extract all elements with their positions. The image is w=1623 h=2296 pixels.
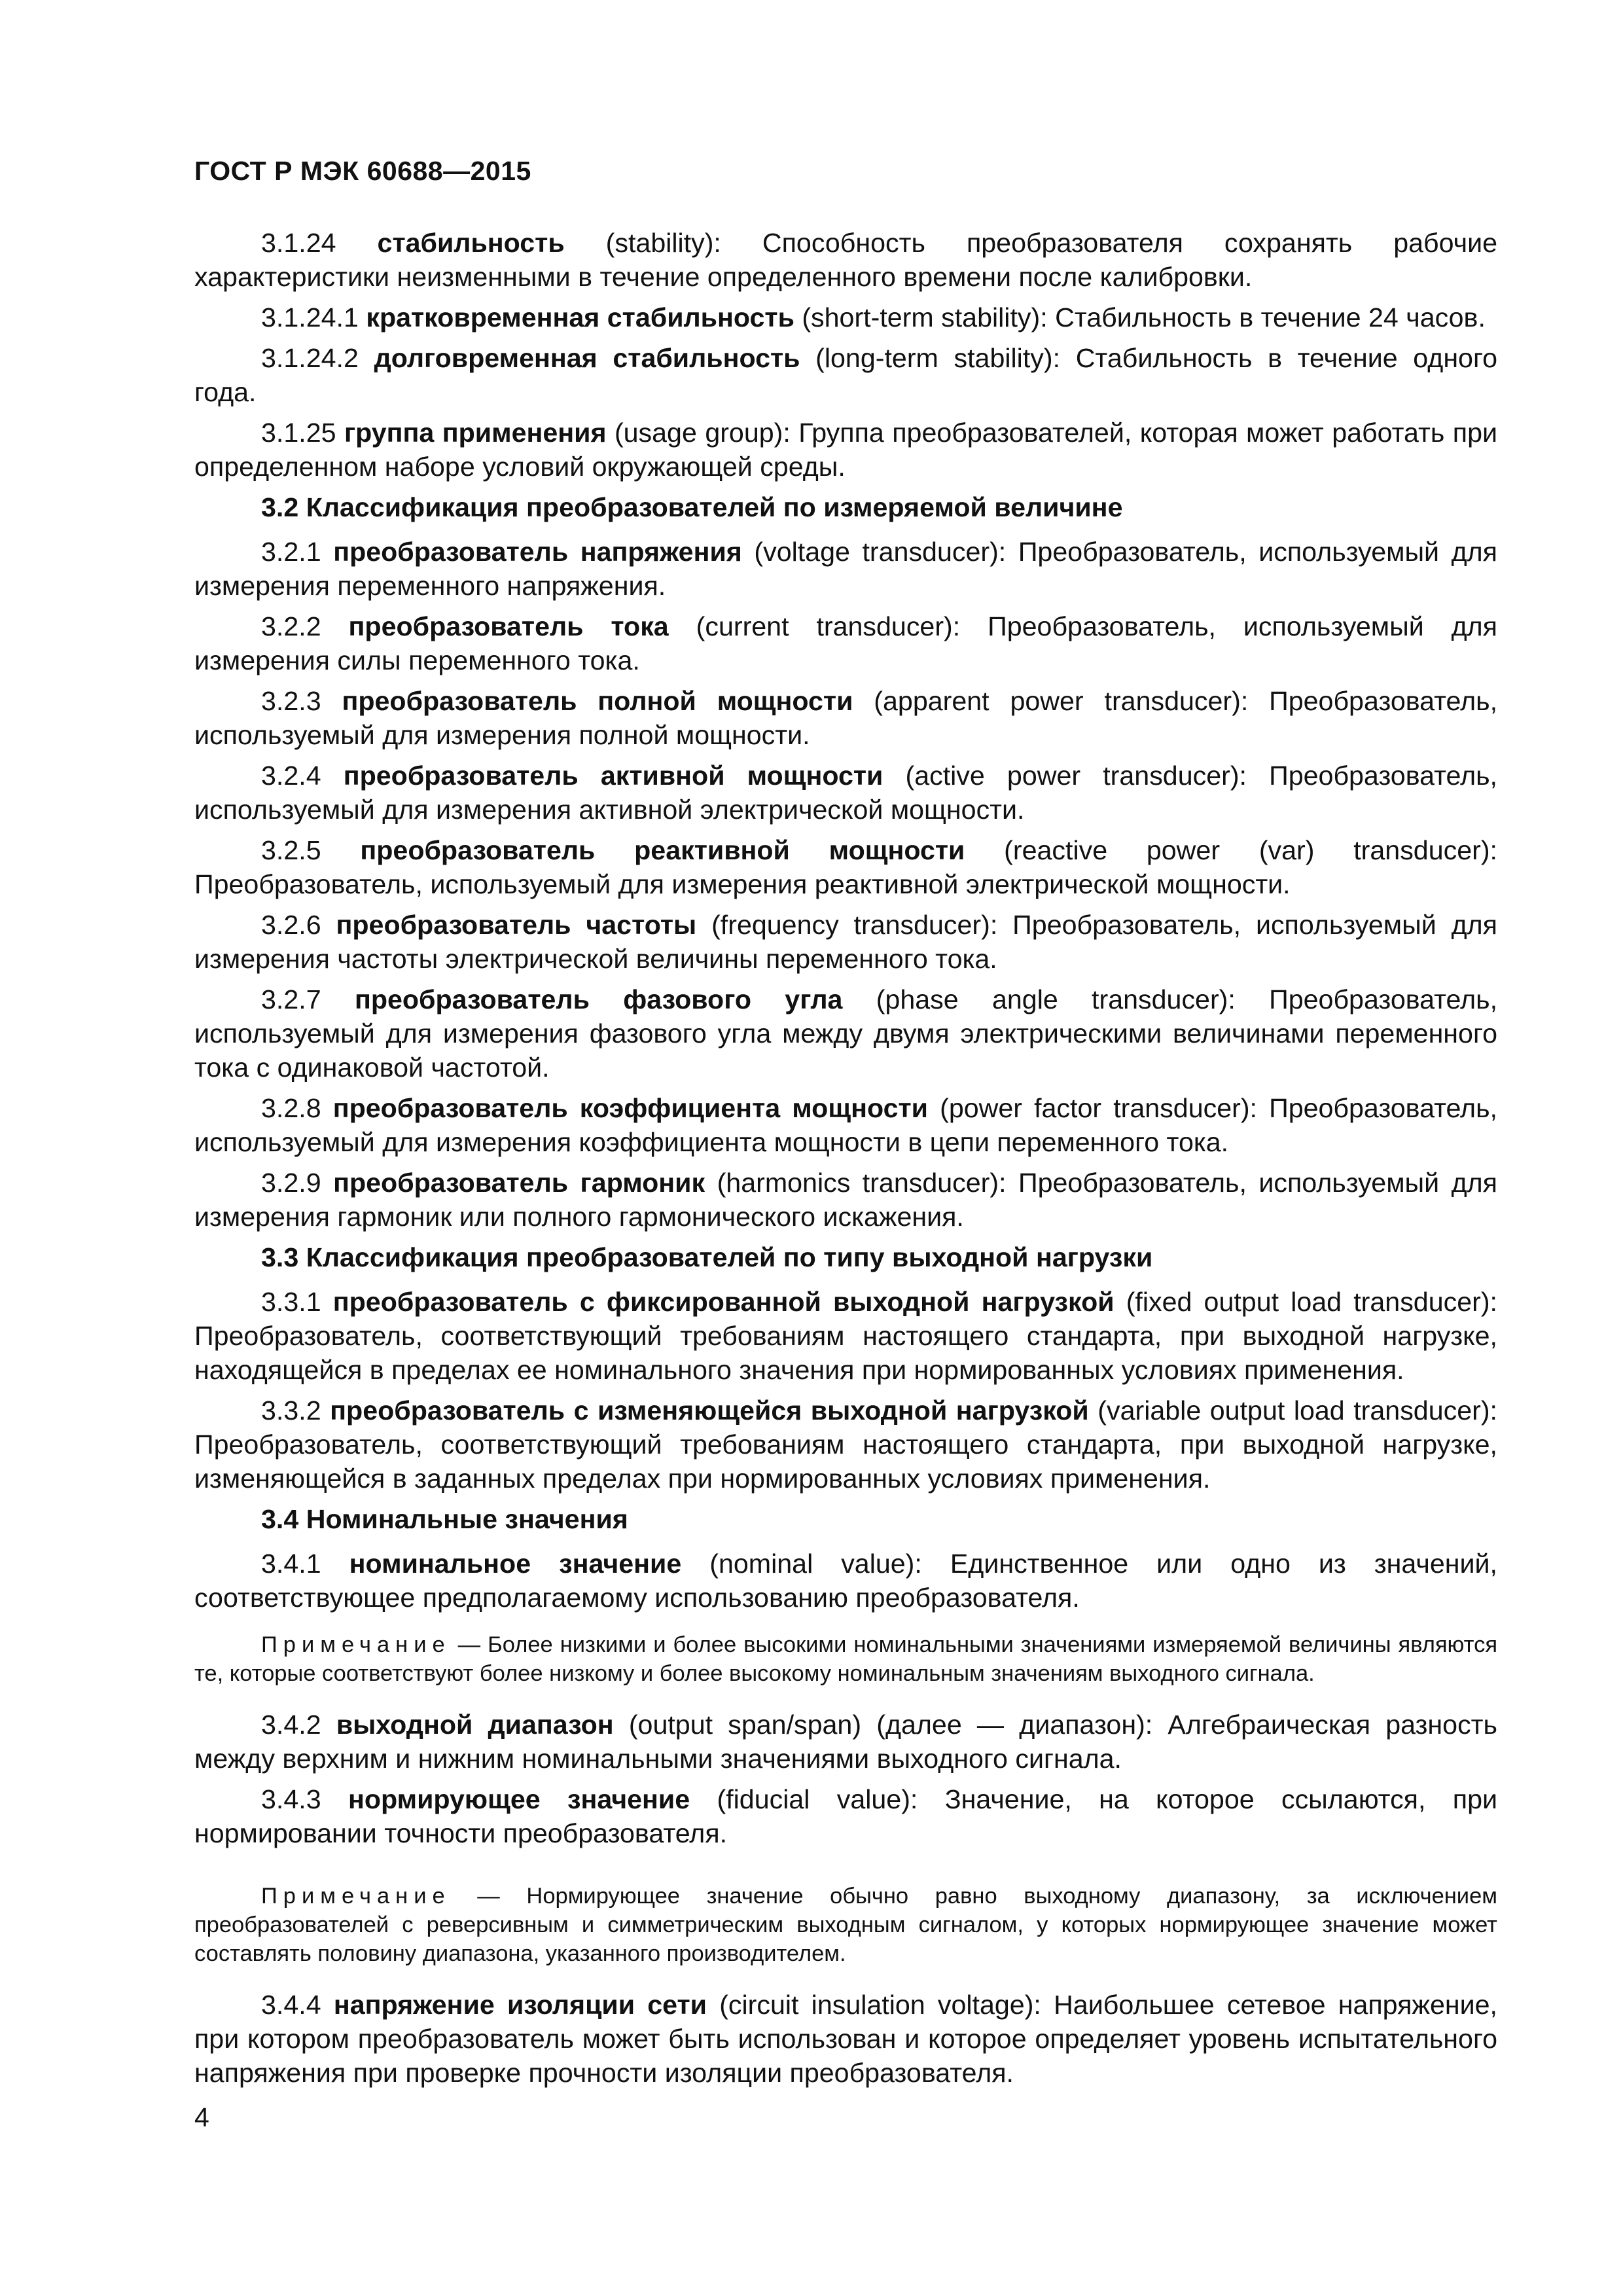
clause-number: 3.4.3 (261, 1784, 321, 1814)
definition-text: (nominal value): Единственное или одно из значений, соответствующее предполагаемому использованию преобразователя. (194, 1549, 1497, 1613)
page-number: 4 (194, 2102, 209, 2132)
definition-3-2-3 (194, 684, 1497, 752)
definition-text: (frequency transducer): Преобразователь, используемый для измерения частоты электрической величины переменного тока. (194, 910, 1497, 974)
note-label: Примечание (261, 1884, 451, 1909)
note-1 (194, 1630, 1497, 1688)
clause-number: 3.4.1 (261, 1549, 321, 1579)
definition-3-3-1 (194, 1285, 1497, 1387)
term: стабильность (377, 228, 565, 258)
term: группа применения (344, 418, 607, 448)
term: напряжение изоляции сети (333, 1990, 707, 2020)
document-header: ГОСТ Р МЭК 60688—2015 (194, 156, 531, 186)
definition-text: (reactive power (var) transducer): Преобразователь, используемый для измерения реактивной электрической мощности. (194, 835, 1497, 899)
definition-text: (fiducial value): Значение, на которое ссылаются, при нормировании точности преобразователя. (194, 1784, 1497, 1848)
definition-text: (output span/span) (далее — диапазон): Алгебраическая разность между верхним и нижним номинальными значениями выходного сигнала. (194, 1710, 1497, 1774)
definition-3-1-24-1 (194, 300, 1497, 334)
clause-number: 3.2.7 (261, 984, 321, 1014)
definition-3-3-2 (194, 1393, 1497, 1496)
term: преобразователь активной мощности (343, 761, 883, 791)
clause-number: 3.1.24.1 (261, 302, 359, 332)
term: преобразователь фазового угла (354, 984, 843, 1014)
clause-number: 3.4.4 (261, 1990, 321, 2020)
definition-3-2-6 (194, 908, 1497, 976)
definition-3-4-1 (194, 1547, 1497, 1615)
note-text: — Более низкими и более высокими номинальными значениями измеряемой величины являются те, которые соответствуют более низкому и более высокому номинальным значениям выходного сигнала. (194, 1632, 1497, 1686)
term: преобразователь с фиксированной выходной нагрузкой (332, 1287, 1115, 1317)
definition-3-1-24 (194, 226, 1497, 294)
definition-3-2-5 (194, 833, 1497, 901)
term: преобразователь гармоник (333, 1168, 705, 1198)
note-label: Примечание (261, 1632, 451, 1657)
document-body (194, 226, 1497, 2096)
term: номинальное значение (349, 1549, 682, 1579)
definition-text: (variable output load transducer): Преобразователь, соответствующий требованиям настоящего стандарта, при выходной нагрузке, изменяющейся в заданных пределах при нормированных условиях применения. (194, 1395, 1497, 1494)
term: преобразователь тока (348, 611, 669, 641)
clause-number: 3.2.2 (261, 611, 321, 641)
clause-number: 3.4.2 (261, 1710, 321, 1740)
clause-number: 3.1.25 (261, 418, 336, 448)
term: кратковременная стабильность (366, 302, 794, 332)
note-2 (194, 1882, 1497, 1968)
clause-number: 3.3.2 (261, 1395, 321, 1426)
definition-text: (active power transducer): Преобразователь, используемый для измерения активной электрической мощности. (194, 761, 1498, 825)
definition-text: (phase angle transducer): Преобразователь, используемый для измерения фазового угла между двумя электрическими величинами переменного тока с одинаковой частотой. (194, 984, 1498, 1083)
definition-text: (power factor transducer): Преобразователь, используемый для измерения коэффициента мощности в цепи переменного тока. (194, 1093, 1497, 1157)
term: выходной диапазон (336, 1710, 614, 1740)
definition-text: (usage group): Группа преобразователей, которая может работать при определенном наборе условий окружающей среды. (194, 418, 1497, 482)
section-heading-3-3: 3.3 Классификация преобразователей по типу выходной нагрузки (261, 1242, 1153, 1272)
definition-3-4-3 (194, 1782, 1497, 1850)
clause-number: 3.2.3 (261, 686, 321, 716)
term: преобразователь с изменяющейся выходной нагрузкой (330, 1395, 1089, 1426)
definition-3-2-8 (194, 1091, 1497, 1159)
definition-3-2-2 (194, 609, 1497, 677)
definition-text: (short-term stability): Стабильность в течение 24 часов. (794, 302, 1486, 332)
definition-text: (circuit insulation voltage): Наибольшее сетевое напряжение, при котором преобразователь может быть использован и которое определяет уровень испытательного напряжения при проверке прочности изоляции преобразователя. (194, 1990, 1497, 2088)
definition-text: (long-term stability): Стабильность в течение одного года. (194, 343, 1497, 407)
clause-number: 3.3.1 (261, 1287, 321, 1317)
clause-number: 3.1.24.2 (261, 343, 359, 373)
definition-3-1-24-2 (194, 341, 1497, 409)
clause-number: 3.2.6 (261, 910, 321, 940)
section-heading-3-4: 3.4 Номинальные значения (261, 1504, 628, 1534)
term: преобразователь полной мощности (342, 686, 853, 716)
term: преобразователь коэффициента мощности (332, 1093, 928, 1123)
section-heading-3-2: 3.2 Классификация преобразователей по измеряемой величине (261, 492, 1123, 522)
definition-3-2-1 (194, 535, 1497, 603)
definition-3-2-7 (194, 982, 1497, 1085)
term: долговременная стабильность (374, 343, 800, 373)
definition-text: (fixed output load transducer): Преобразователь, соответствующий требованиям настоящего стандарта, при выходной нагрузке, находящейся в пределах ее номинального значения при нормированных условиях применения. (194, 1287, 1497, 1385)
clause-number: 3.2.8 (261, 1093, 321, 1123)
term: нормирующее значение (348, 1784, 690, 1814)
clause-number: 3.2.1 (261, 537, 321, 567)
definition-text: (stability): Способность преобразователя сохранять рабочие характеристики неизменными в течение определенного времени после калибровки. (194, 228, 1497, 292)
clause-number: 3.2.9 (261, 1168, 321, 1198)
term: преобразователь частоты (336, 910, 697, 940)
note-text: — Нормирующее значение обычно равно выходному диапазону, за исключением преобразователей с реверсивным и симметрическим выходным сигналом, у которых нормирующее значение может составлять половину диапазона, указанного производителем. (194, 1884, 1497, 1966)
definition-text: (voltage transducer): Преобразователь, используемый для измерения переменного напряжения. (194, 537, 1497, 601)
definition-text: (apparent power transducer): Преобразователь, используемый для измерения полной мощности. (194, 686, 1498, 750)
definition-text: (current transducer): Преобразователь, используемый для измерения силы переменного тока. (194, 611, 1497, 675)
definition-3-2-4 (194, 759, 1497, 827)
definition-3-4-2 (194, 1708, 1497, 1776)
clause-number: 3.2.4 (261, 761, 321, 791)
term: преобразователь напряжения (333, 537, 742, 567)
clause-number: 3.2.5 (261, 835, 321, 865)
term: преобразователь реактивной мощности (360, 835, 965, 865)
definition-text: (harmonics transducer): Преобразователь, используемый для измерения гармоник или полного гармонического искажения. (194, 1168, 1497, 1232)
clause-number: 3.1.24 (261, 228, 336, 258)
definition-3-2-9 (194, 1166, 1497, 1234)
definition-3-1-25 (194, 416, 1497, 484)
definition-3-4-4 (194, 1988, 1497, 2090)
